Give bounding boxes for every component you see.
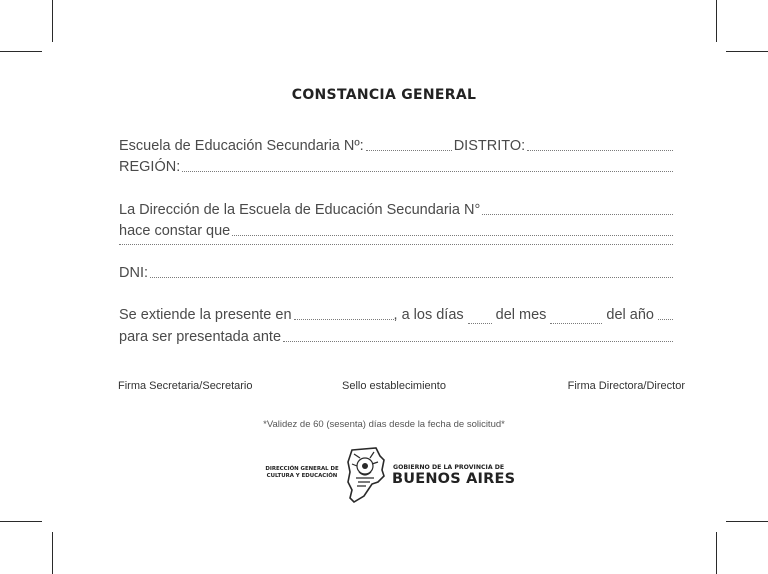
- dni-label: DNI:: [119, 265, 148, 281]
- presentada-row: [119, 328, 675, 346]
- province-map-seal-icon: [346, 446, 386, 504]
- crop-mark-bottom-left-horizontal: [0, 521, 42, 522]
- presentada-label: para ser presentada ante: [119, 329, 282, 345]
- escuela-number-blank[interactable]: [366, 149, 452, 151]
- mes-label: del mes: [495, 307, 547, 323]
- direccion-label: La Dirección de la Escuela de Educación Secundaria N°: [119, 202, 481, 218]
- buenos-aires-text: BUENOS AIRES: [392, 471, 516, 487]
- crop-mark-top-right-vertical: [716, 0, 717, 42]
- continuation-blank[interactable]: [119, 243, 673, 245]
- lugar-blank[interactable]: [294, 318, 394, 320]
- dni-row: [119, 264, 675, 282]
- dgce-line-2: CULTURA Y EDUCACIÓN: [266, 473, 338, 479]
- distrito-label: DISTRITO:: [453, 138, 526, 154]
- region-row: [119, 158, 675, 176]
- anio-label: del año: [606, 307, 654, 323]
- signature-sello: Sello establecimiento: [342, 380, 446, 392]
- constar-label: hace constar que: [119, 223, 231, 239]
- direccion-row: [119, 201, 675, 219]
- continuation-row: [119, 243, 675, 249]
- constar-blank[interactable]: [232, 234, 673, 236]
- dia-blank[interactable]: [468, 322, 492, 324]
- signature-secretaria: Firma Secretaria/Secretario: [118, 380, 253, 392]
- validity-note: *Validez de 60 (sesenta) días desde la fecha de solicitud*: [263, 419, 505, 430]
- crop-mark-top-left-vertical: [52, 0, 53, 42]
- dgce-logo-text: [262, 466, 342, 480]
- escuela-label: Escuela de Educación Secundaria Nº:: [119, 138, 364, 154]
- crop-mark-bottom-right-vertical: [716, 532, 717, 574]
- crop-mark-bottom-right-horizontal: [726, 521, 768, 522]
- mes-blank[interactable]: [550, 322, 602, 324]
- signature-directora: Firma Directora/Director: [567, 380, 685, 392]
- gobierno-text: GOBIERNO DE LA PROVINCIA DE: [393, 464, 505, 471]
- anio-blank[interactable]: [658, 318, 673, 320]
- presentada-blank[interactable]: [283, 340, 673, 342]
- crop-mark-bottom-left-vertical: [52, 532, 53, 574]
- extiende-row: [119, 306, 675, 324]
- crop-mark-top-right-horizontal: [726, 51, 768, 52]
- extiende-label: Se extiende la presente en: [119, 307, 292, 323]
- dias-label: , a los días: [393, 307, 464, 323]
- escuela-distrito-row: [119, 137, 675, 155]
- document-title: CONSTANCIA GENERAL: [291, 87, 477, 103]
- region-blank[interactable]: [182, 170, 673, 172]
- direccion-number-blank[interactable]: [482, 213, 673, 215]
- region-label: REGIÓN:: [119, 159, 181, 175]
- crop-mark-top-left-horizontal: [0, 51, 42, 52]
- dgce-line-1: DIRECCIÓN GENERAL DE: [265, 466, 339, 472]
- constar-row: [119, 222, 675, 240]
- dni-blank[interactable]: [150, 276, 673, 278]
- distrito-blank[interactable]: [527, 149, 673, 151]
